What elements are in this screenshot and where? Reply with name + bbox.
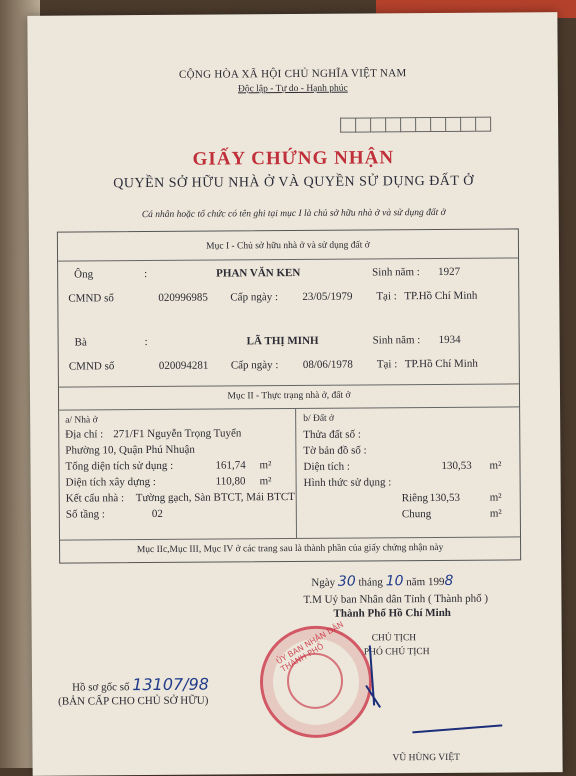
built-area-value: 110,80 bbox=[215, 475, 246, 488]
owner2-birth-label: Sinh năm : bbox=[372, 334, 421, 347]
copy-note: (BẢN CẤP CHO CHỦ SỞ HỮU) bbox=[58, 694, 209, 708]
address-line1: 271/F1 Nguyễn Trọng Tuyển bbox=[113, 427, 242, 441]
signer-name: VŨ HÙNG VIỆT bbox=[392, 752, 460, 764]
authority-line2: Thành Phố Hồ Chí Minh bbox=[333, 606, 451, 620]
built-area-label: Diện tích xây dựng : bbox=[65, 475, 156, 489]
plot-label: Thửa đất số : bbox=[303, 428, 361, 441]
owner2-issue-label: Cấp ngày : bbox=[230, 359, 279, 372]
section1-heading: Mục I - Chủ sở hữu nhà ở và sử dụng đất ở bbox=[206, 240, 370, 252]
shared-label: Chung bbox=[401, 508, 432, 521]
record-number: 13107/98 bbox=[132, 674, 209, 695]
structure-label: Kết cấu nhà : bbox=[65, 492, 125, 505]
floors-label: Số tầng : bbox=[65, 508, 106, 521]
built-area-unit: m² bbox=[259, 475, 272, 488]
land-area-value: 130,53 bbox=[441, 459, 472, 472]
structure-value: Tường gạch, Sàn BTCT, Mái BTCT bbox=[135, 491, 295, 505]
owner2-id-label: CMND số bbox=[68, 360, 115, 373]
usable-area-value: 161,74 bbox=[215, 459, 246, 472]
address-line2: Phường 10, Quận Phú Nhuận bbox=[65, 443, 195, 457]
serial-boxes bbox=[340, 117, 491, 133]
footer-note: Mục IIc,Mục III, Mục IV ở các trang sau là thành phần của giấy chứng nhận này bbox=[136, 542, 444, 556]
document-title: GIẤY CHỨNG NHẬN bbox=[192, 147, 395, 170]
owner1-title: Ông bbox=[74, 268, 94, 281]
main-table bbox=[57, 228, 521, 563]
motto: Độc lập - Tự do - Hạnh phúc bbox=[237, 83, 348, 95]
owner1-id: 020996985 bbox=[158, 291, 208, 304]
owner1-place-label: Tại : bbox=[376, 290, 397, 303]
owner2-colon: : bbox=[144, 336, 148, 349]
authority-line1: T.M Uỷ ban Nhân dân Tỉnh ( Thành phố ) bbox=[303, 592, 489, 606]
date-day: 30 bbox=[337, 573, 356, 590]
nation-header: CỘNG HÒA XÃ HỘI CHỦ NGHĨA VIỆT NAM bbox=[178, 67, 407, 81]
date-month: 10 bbox=[385, 573, 404, 590]
intro-text: Cá nhân hoặc tổ chức có tên ghi tại mục I là chủ sở hữu nhà ở và sử dụng đất ở bbox=[141, 207, 446, 221]
land-label: b/ Đất ở bbox=[303, 413, 335, 424]
land-area-unit: m² bbox=[489, 459, 502, 472]
usable-area-label: Tổng diện tích sử dụng : bbox=[65, 459, 174, 473]
shared-unit: m² bbox=[489, 507, 502, 520]
owner2-name: LÃ THỊ MINH bbox=[246, 334, 319, 348]
signature-mark bbox=[350, 645, 390, 715]
floors-value: 02 bbox=[151, 507, 163, 521]
role-vice-chairman: PHÓ CHỦ TỊCH bbox=[363, 647, 430, 658]
stamp-text: ỦY BAN NHÂN DÂN THÀNH PHỐ bbox=[274, 619, 346, 674]
land-area-label: Diện tích : bbox=[303, 460, 350, 473]
date-month-label: tháng bbox=[358, 576, 383, 589]
owner1-issue: 23/05/1979 bbox=[302, 290, 353, 303]
owner1-place: TP.Hồ Chí Minh bbox=[404, 289, 478, 303]
date-day-label: Ngày bbox=[311, 576, 336, 589]
owner1-name: PHAN VĂN KEN bbox=[216, 266, 301, 280]
owner2-place: TP.Hồ Chí Minh bbox=[404, 357, 478, 371]
owner1-id-label: CMND số bbox=[68, 292, 114, 305]
section2-heading: Mục II - Thực trạng nhà ở, đất ở bbox=[227, 390, 351, 402]
private-unit: m² bbox=[489, 491, 502, 504]
private-label: Riêng bbox=[401, 492, 429, 505]
owner2-birth: 1934 bbox=[438, 333, 461, 346]
date-year-label: năm 199 bbox=[406, 575, 445, 589]
house-label: a/ Nhà ở bbox=[65, 415, 98, 426]
date-year-digit: 8 bbox=[444, 572, 454, 589]
usable-area-unit: m² bbox=[259, 459, 272, 472]
signature-stroke bbox=[412, 724, 502, 733]
owner2-place-label: Tại : bbox=[376, 358, 398, 371]
owner1-colon: : bbox=[144, 268, 148, 281]
owner1-issue-label: Cấp ngày : bbox=[230, 291, 279, 304]
owner1-birth-label: Sinh năm : bbox=[372, 266, 420, 279]
owner2-id: 020094281 bbox=[158, 359, 209, 372]
record-label: Hồ sơ gốc số bbox=[72, 681, 130, 694]
private-value: 130,53 bbox=[429, 491, 461, 505]
certificate-page bbox=[27, 12, 562, 776]
owner1-birth: 1927 bbox=[438, 265, 461, 278]
document-subtitle: QUYỀN SỞ HỮU NHÀ Ở VÀ QUYỀN SỬ DỤNG ĐẤT Ở bbox=[113, 173, 474, 192]
map-sheet-label: Tờ bản đồ số : bbox=[303, 444, 367, 457]
land-use-label: Hình thức sử dụng : bbox=[303, 476, 392, 489]
role-chairman: CHỦ TỊCH bbox=[371, 633, 417, 644]
owner2-issue: 08/06/1978 bbox=[302, 358, 353, 371]
address-label: Địa chỉ : bbox=[65, 428, 104, 441]
owner2-title: Bà bbox=[74, 336, 87, 349]
